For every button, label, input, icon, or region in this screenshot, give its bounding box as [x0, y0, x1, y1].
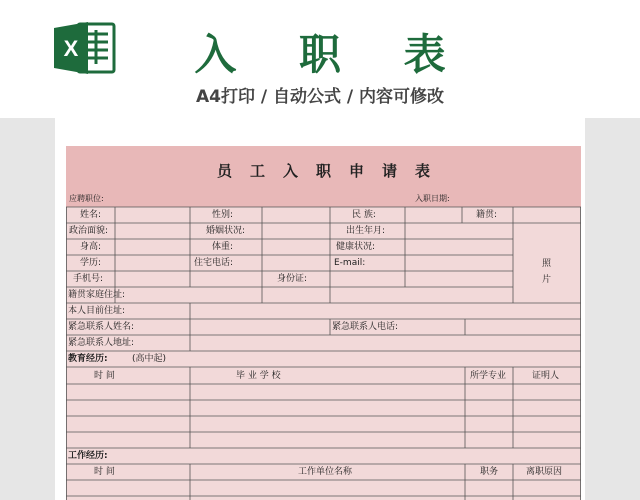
gender-label: 性别:	[212, 210, 234, 220]
entry-form	[66, 146, 581, 500]
health-label: 健康状况:	[336, 242, 376, 252]
photo-label-top: 照	[542, 259, 552, 269]
form-grid	[66, 146, 581, 500]
work-col-time: 时 间	[94, 467, 115, 477]
current-address-label: 本人目前住址:	[68, 306, 126, 316]
education-section-note: (高中起)	[132, 354, 167, 364]
name-label: 姓名:	[80, 210, 102, 220]
edu-col-certifier: 证明人	[532, 371, 560, 381]
work-col-company: 工作单位名称	[298, 467, 353, 477]
work-col-leave-reason: 离职原因	[526, 467, 563, 477]
family-address-label: 籍贯家庭住址:	[68, 290, 126, 300]
home-phone-label: 住宅电话:	[194, 258, 234, 268]
edu-col-time: 时 间	[94, 371, 115, 381]
edu-col-major: 所学专业	[470, 371, 507, 381]
weight-label: 体重:	[212, 242, 234, 252]
ethnicity-label: 民 族:	[352, 210, 376, 220]
work-section-label: 工作经历:	[68, 451, 108, 461]
height-label: 身高:	[80, 242, 102, 252]
emergency-address-label: 紧急联系人地址:	[68, 338, 135, 348]
page-title: 入 职 表	[194, 30, 470, 79]
work-col-job: 职务	[480, 467, 499, 477]
native-place-label: 籍贯:	[476, 210, 498, 220]
marital-status-label: 婚姻状况:	[206, 226, 246, 236]
education-section-label: 教育经历:	[68, 354, 108, 364]
excel-logo-letter: X	[63, 36, 79, 61]
position-label: 应聘职位:	[69, 194, 104, 203]
edu-col-school: 毕 业 学 校	[236, 371, 281, 381]
political-status-label: 政治面貌:	[69, 226, 109, 236]
banner-header	[0, 0, 640, 118]
emergency-name-label: 紧急联系人姓名:	[68, 322, 135, 332]
form-title: 员工入职申请表	[216, 162, 448, 180]
date-label: 入职日期:	[415, 194, 450, 203]
photo-label-bottom: 片	[542, 275, 552, 285]
education-label: 学历:	[80, 258, 102, 268]
id-card-label: 身份证:	[277, 274, 308, 284]
page-subtitle: A4打印 / 自动公式 / 内容可修改	[195, 87, 445, 107]
email-label: E-mail:	[334, 258, 366, 268]
mobile-label: 手机号:	[73, 274, 104, 284]
birth-date-label: 出生年月:	[346, 226, 386, 236]
emergency-phone-label: 紧急联系人电话:	[332, 322, 399, 332]
